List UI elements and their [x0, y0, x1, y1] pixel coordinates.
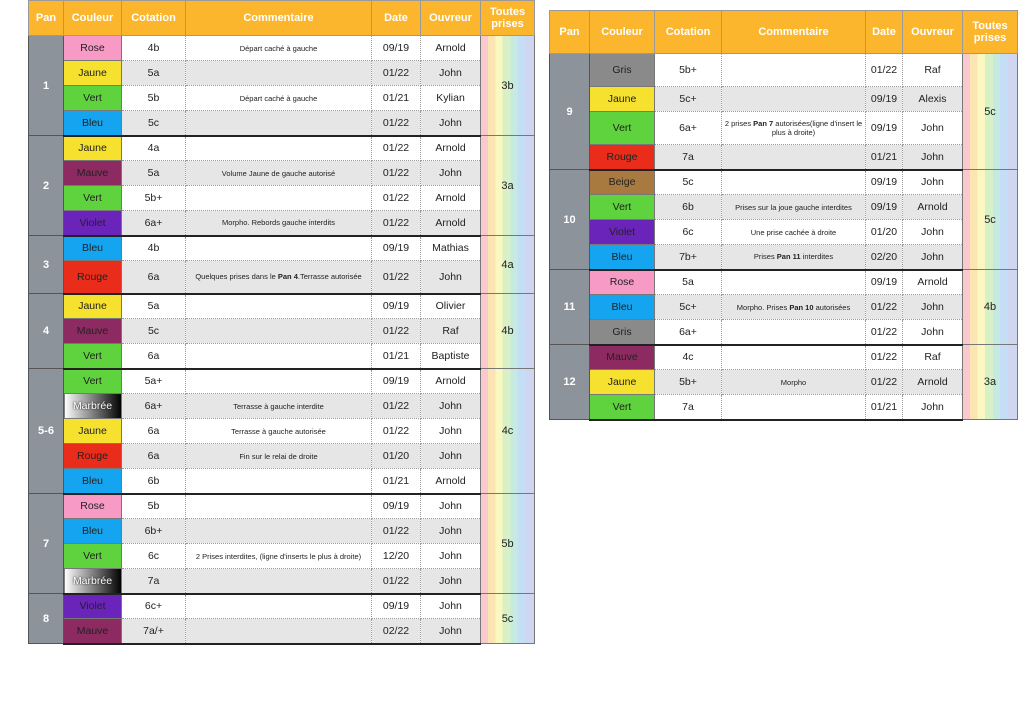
route-comment: [186, 344, 372, 369]
route-date: 02/22: [372, 619, 421, 644]
route-date: 09/19: [372, 36, 421, 61]
route-row: [29, 494, 535, 519]
route-comment: [186, 111, 372, 136]
route-date: 01/21: [372, 344, 421, 369]
pan-number: 9: [550, 54, 590, 170]
pan-number: 1: [29, 36, 64, 136]
route-color: Marbrée: [64, 569, 122, 594]
route-comment: [186, 136, 372, 161]
route-setter: John: [421, 444, 481, 469]
route-date: 01/22: [866, 54, 903, 87]
route-color: Vert: [64, 344, 122, 369]
route-comment: [722, 345, 866, 370]
header-date: Date: [866, 11, 903, 54]
comment-part: Morpho. Prises: [736, 302, 790, 312]
route-setter: John: [903, 112, 963, 145]
route-grade: 7a: [655, 145, 722, 170]
route-setter: John: [421, 111, 481, 136]
route-color: Rouge: [64, 261, 122, 294]
route-setter: Arnold: [903, 370, 963, 395]
route-comment: Terrasse à gauche autorisée: [186, 419, 372, 444]
route-grade: 6a: [122, 261, 186, 294]
route-row: [29, 261, 535, 294]
route-grade: 6c+: [122, 594, 186, 619]
route-comment: [186, 186, 372, 211]
route-setter: Arnold: [421, 469, 481, 494]
route-date: 09/19: [372, 494, 421, 519]
route-row: [29, 211, 535, 236]
toutes-prises-grade: 4b: [963, 270, 1018, 345]
route-setter: John: [903, 145, 963, 170]
header-toutes-prises: Toutes prises: [963, 11, 1018, 54]
route-comment: [722, 270, 866, 295]
route-setter: John: [903, 170, 963, 195]
comment-part: Pan 10: [789, 302, 814, 312]
route-setter: John: [421, 594, 481, 619]
route-row: [29, 394, 535, 419]
route-color: Jaune: [590, 370, 655, 395]
routes-table-left: [28, 0, 535, 645]
route-date: 09/19: [866, 87, 903, 112]
route-setter: John: [421, 544, 481, 569]
header-couleur: Couleur: [590, 11, 655, 54]
route-setter: Raf: [421, 319, 481, 344]
route-row: [550, 245, 1018, 270]
route-row: [29, 519, 535, 544]
route-color: Bleu: [64, 519, 122, 544]
header-ouvreur: Ouvreur: [903, 11, 963, 54]
route-color: Vert: [590, 195, 655, 220]
route-row: [550, 295, 1018, 320]
pan-number: 10: [550, 170, 590, 270]
route-row: [29, 319, 535, 344]
route-row: [29, 569, 535, 594]
route-color: Rose: [590, 270, 655, 295]
route-grade: 6a+: [122, 394, 186, 419]
header-cotation: Cotation: [655, 11, 722, 54]
route-comment: [186, 494, 372, 519]
route-setter: John: [421, 569, 481, 594]
route-grade: 5c: [122, 319, 186, 344]
route-comment: Terrasse à gauche interdite: [186, 394, 372, 419]
header-pan: Pan: [550, 11, 590, 54]
route-setter: Kylian: [421, 86, 481, 111]
toutes-prises-grade: 5b: [481, 494, 535, 594]
route-comment: [186, 261, 372, 294]
route-color: Vert: [590, 395, 655, 420]
route-row: [29, 419, 535, 444]
route-grade: 5c: [122, 111, 186, 136]
route-grade: 6a+: [122, 211, 186, 236]
pan-number: 5-6: [29, 369, 64, 494]
route-grade: 5a: [122, 161, 186, 186]
route-comment: [186, 369, 372, 394]
route-row: [550, 170, 1018, 195]
route-setter: John: [421, 394, 481, 419]
pan-number: 4: [29, 294, 64, 369]
route-color: Vert: [64, 86, 122, 111]
route-row: [29, 444, 535, 469]
route-color: Violet: [64, 211, 122, 236]
route-comment: [722, 170, 866, 195]
route-date: 01/22: [866, 345, 903, 370]
route-grade: 6a: [122, 344, 186, 369]
route-setter: Arnold: [903, 270, 963, 295]
header-row: [550, 11, 1018, 54]
route-comment: [186, 594, 372, 619]
route-grade: 7b+: [655, 245, 722, 270]
header-commentaire: Commentaire: [722, 11, 866, 54]
route-color: Bleu: [64, 111, 122, 136]
route-color: Beige: [590, 170, 655, 195]
comment-part: .: [297, 272, 300, 282]
route-grade: 6c: [122, 544, 186, 569]
route-comment: Fin sur le relai de droite: [186, 444, 372, 469]
route-date: 01/22: [372, 519, 421, 544]
route-row: [29, 86, 535, 111]
route-comment: [186, 469, 372, 494]
route-date: 01/22: [372, 111, 421, 136]
route-date: 01/22: [372, 61, 421, 86]
pan-number: 8: [29, 594, 64, 644]
route-comment: [722, 87, 866, 112]
header-pan: Pan: [29, 1, 64, 36]
route-color: Violet: [64, 594, 122, 619]
route-color: Rouge: [590, 145, 655, 170]
route-grade: 6a: [122, 444, 186, 469]
route-comment: Prises sur la joue gauche interdites: [722, 195, 866, 220]
route-comment: Morpho: [722, 370, 866, 395]
route-setter: Mathias: [421, 236, 481, 261]
route-comment: Départ caché à gauche: [186, 36, 372, 61]
route-color: Bleu: [64, 469, 122, 494]
comment-part: Pan 7: [753, 119, 774, 128]
route-date: 01/22: [372, 261, 421, 294]
pan-number: 3: [29, 236, 64, 294]
route-date: 01/21: [372, 86, 421, 111]
route-grade: 4a: [122, 136, 186, 161]
route-row: [29, 344, 535, 369]
route-date: 02/20: [866, 245, 903, 270]
header-commentaire: Commentaire: [186, 1, 372, 36]
route-comment: [186, 294, 372, 319]
toutes-prises-grade: 3a: [481, 136, 535, 236]
routes-table-right: [549, 10, 1018, 421]
route-setter: Raf: [903, 54, 963, 87]
route-grade: 5a+: [122, 369, 186, 394]
route-date: 01/22: [866, 370, 903, 395]
route-grade: 5a: [655, 270, 722, 295]
route-color: Mauve: [590, 345, 655, 370]
route-color: Mauve: [64, 319, 122, 344]
route-color: Rose: [64, 494, 122, 519]
route-setter: John: [421, 261, 481, 294]
route-row: [550, 395, 1018, 420]
route-setter: John: [903, 395, 963, 420]
route-color: Marbrée: [64, 394, 122, 419]
route-row: [550, 87, 1018, 112]
route-row: [550, 320, 1018, 345]
route-date: 09/19: [372, 236, 421, 261]
route-date: 01/22: [372, 569, 421, 594]
route-setter: John: [421, 519, 481, 544]
route-setter: John: [421, 161, 481, 186]
route-comment: [722, 395, 866, 420]
route-date: 09/19: [866, 170, 903, 195]
route-grade: 6b: [655, 195, 722, 220]
route-setter: Arnold: [903, 195, 963, 220]
route-grade: 5c+: [655, 87, 722, 112]
route-row: [550, 270, 1018, 295]
route-date: 12/20: [372, 544, 421, 569]
route-comment: [186, 61, 372, 86]
route-grade: 5b+: [655, 54, 722, 87]
route-row: [29, 594, 535, 619]
route-setter: Olivier: [421, 294, 481, 319]
route-comment: [186, 236, 372, 261]
route-grade: 6a: [122, 419, 186, 444]
toutes-prises-grade: 4c: [481, 369, 535, 494]
route-row: [550, 370, 1018, 395]
comment-part: autorisées: [813, 302, 851, 312]
route-date: 01/22: [866, 320, 903, 345]
route-color: Vert: [590, 112, 655, 145]
route-color: Vert: [64, 544, 122, 569]
route-grade: 6b: [122, 469, 186, 494]
route-grade: 7a: [655, 395, 722, 420]
route-date: 01/22: [372, 211, 421, 236]
route-row: [29, 136, 535, 161]
route-comment: [722, 145, 866, 170]
route-comment: [722, 112, 866, 145]
route-date: 01/20: [372, 444, 421, 469]
route-date: 09/19: [866, 270, 903, 295]
route-color: Rouge: [64, 444, 122, 469]
route-comment: [722, 54, 866, 87]
route-color: Mauve: [64, 619, 122, 644]
route-setter: John: [421, 619, 481, 644]
route-comment: 2 Prises interdites, (ligne d'inserts le plus à droite): [186, 544, 372, 569]
route-grade: 5b+: [655, 370, 722, 395]
route-setter: Arnold: [421, 186, 481, 211]
route-row: [550, 112, 1018, 145]
route-row: [29, 36, 535, 61]
route-setter: John: [903, 295, 963, 320]
header-cotation: Cotation: [122, 1, 186, 36]
route-comment: [722, 320, 866, 345]
toutes-prises-grade: 5c: [963, 54, 1018, 170]
route-comment: Départ caché à gauche: [186, 86, 372, 111]
toutes-prises-grade: 5c: [963, 170, 1018, 270]
toutes-prises-grade: 3b: [481, 36, 535, 136]
route-date: 09/19: [372, 294, 421, 319]
route-comment: Volume Jaune de gauche autorisé: [186, 161, 372, 186]
routes-body-left: [29, 36, 535, 644]
route-setter: John: [421, 61, 481, 86]
route-setter: Alexis: [903, 87, 963, 112]
route-row: [29, 369, 535, 394]
route-row: [550, 195, 1018, 220]
route-grade: 6a+: [655, 320, 722, 345]
comment-part: 2 prises: [724, 119, 754, 128]
route-setter: Arnold: [421, 136, 481, 161]
route-color: Jaune: [64, 294, 122, 319]
route-setter: John: [421, 494, 481, 519]
pan-number: 2: [29, 136, 64, 236]
route-row: [29, 469, 535, 494]
route-grade: 5b: [122, 86, 186, 111]
route-row: [29, 111, 535, 136]
route-grade: 5b: [122, 494, 186, 519]
routes-body-right: [550, 54, 1018, 420]
route-comment: Morpho. Rebords gauche interdits: [186, 211, 372, 236]
route-grade: 5a: [122, 294, 186, 319]
pan-number: 11: [550, 270, 590, 345]
route-row: [29, 294, 535, 319]
route-comment: [186, 319, 372, 344]
route-grade: 4b: [122, 236, 186, 261]
route-date: 01/21: [372, 469, 421, 494]
route-grade: 5c+: [655, 295, 722, 320]
route-setter: Raf: [903, 345, 963, 370]
route-date: 01/20: [866, 220, 903, 245]
header-toutes-prises: Toutes prises: [481, 1, 535, 36]
route-grade: 4b: [122, 36, 186, 61]
comment-part: Pan 11: [776, 252, 801, 262]
route-comment: [186, 519, 372, 544]
route-date: 01/22: [866, 295, 903, 320]
header-ouvreur: Ouvreur: [421, 1, 481, 36]
route-setter: Arnold: [421, 36, 481, 61]
route-row: [29, 161, 535, 186]
route-setter: John: [903, 245, 963, 270]
route-color: Bleu: [590, 295, 655, 320]
route-date: 01/22: [372, 186, 421, 211]
route-grade: 6b+: [122, 519, 186, 544]
route-date: 01/22: [372, 419, 421, 444]
route-color: Jaune: [64, 136, 122, 161]
route-color: Vert: [64, 186, 122, 211]
route-row: [550, 145, 1018, 170]
toutes-prises-grade: 4b: [481, 294, 535, 369]
route-date: 09/19: [866, 195, 903, 220]
route-row: [29, 619, 535, 644]
comment-part: Terrasse autorisée: [299, 272, 362, 282]
route-setter: John: [903, 320, 963, 345]
route-color: Violet: [590, 220, 655, 245]
route-color: Jaune: [64, 61, 122, 86]
route-date: 01/22: [372, 161, 421, 186]
comment-part: Quelques prises dans le: [195, 272, 278, 282]
route-color: Gris: [590, 320, 655, 345]
route-grade: 6a+: [655, 112, 722, 145]
route-color: Bleu: [64, 236, 122, 261]
route-row: [29, 186, 535, 211]
comment-part: Pan 4: [277, 272, 298, 282]
route-grade: 7a/+: [122, 619, 186, 644]
route-date: 01/22: [372, 319, 421, 344]
route-color: Jaune: [590, 87, 655, 112]
route-comment: [722, 245, 866, 270]
route-color: Bleu: [590, 245, 655, 270]
route-setter: Arnold: [421, 369, 481, 394]
comment-part: autorisées(ligne d'insert le plus à droite): [771, 119, 863, 137]
header-date: Date: [372, 1, 421, 36]
route-comment: [186, 569, 372, 594]
route-date: 01/22: [372, 136, 421, 161]
route-setter: Baptiste: [421, 344, 481, 369]
pan-number: 7: [29, 494, 64, 594]
route-date: 09/19: [372, 369, 421, 394]
route-setter: Arnold: [421, 211, 481, 236]
route-grade: 4c: [655, 345, 722, 370]
route-date: 01/21: [866, 145, 903, 170]
route-color: Rose: [64, 36, 122, 61]
comment-part: interdites: [800, 252, 834, 262]
route-comment: Une prise cachée à droite: [722, 220, 866, 245]
comment-part: Prises: [753, 252, 777, 262]
route-date: 09/19: [866, 112, 903, 145]
route-grade: 5b+: [122, 186, 186, 211]
route-grade: 6c: [655, 220, 722, 245]
route-row: [550, 54, 1018, 87]
toutes-prises-grade: 3a: [963, 345, 1018, 420]
route-color: Gris: [590, 54, 655, 87]
route-comment: [186, 619, 372, 644]
route-date: 01/22: [372, 394, 421, 419]
toutes-prises-grade: 5c: [481, 594, 535, 644]
route-row: [550, 345, 1018, 370]
route-date: 01/21: [866, 395, 903, 420]
pan-number: 12: [550, 345, 590, 420]
route-row: [550, 220, 1018, 245]
route-row: [29, 544, 535, 569]
route-setter: John: [903, 220, 963, 245]
route-color: Mauve: [64, 161, 122, 186]
route-grade: 5c: [655, 170, 722, 195]
header-couleur: Couleur: [64, 1, 122, 36]
route-color: Jaune: [64, 419, 122, 444]
route-row: [29, 236, 535, 261]
header-row: [29, 1, 535, 36]
route-date: 09/19: [372, 594, 421, 619]
route-setter: John: [421, 419, 481, 444]
route-color: Vert: [64, 369, 122, 394]
route-row: [29, 61, 535, 86]
route-grade: 5a: [122, 61, 186, 86]
route-grade: 7a: [122, 569, 186, 594]
toutes-prises-grade: 4a: [481, 236, 535, 294]
route-comment: [722, 295, 866, 320]
